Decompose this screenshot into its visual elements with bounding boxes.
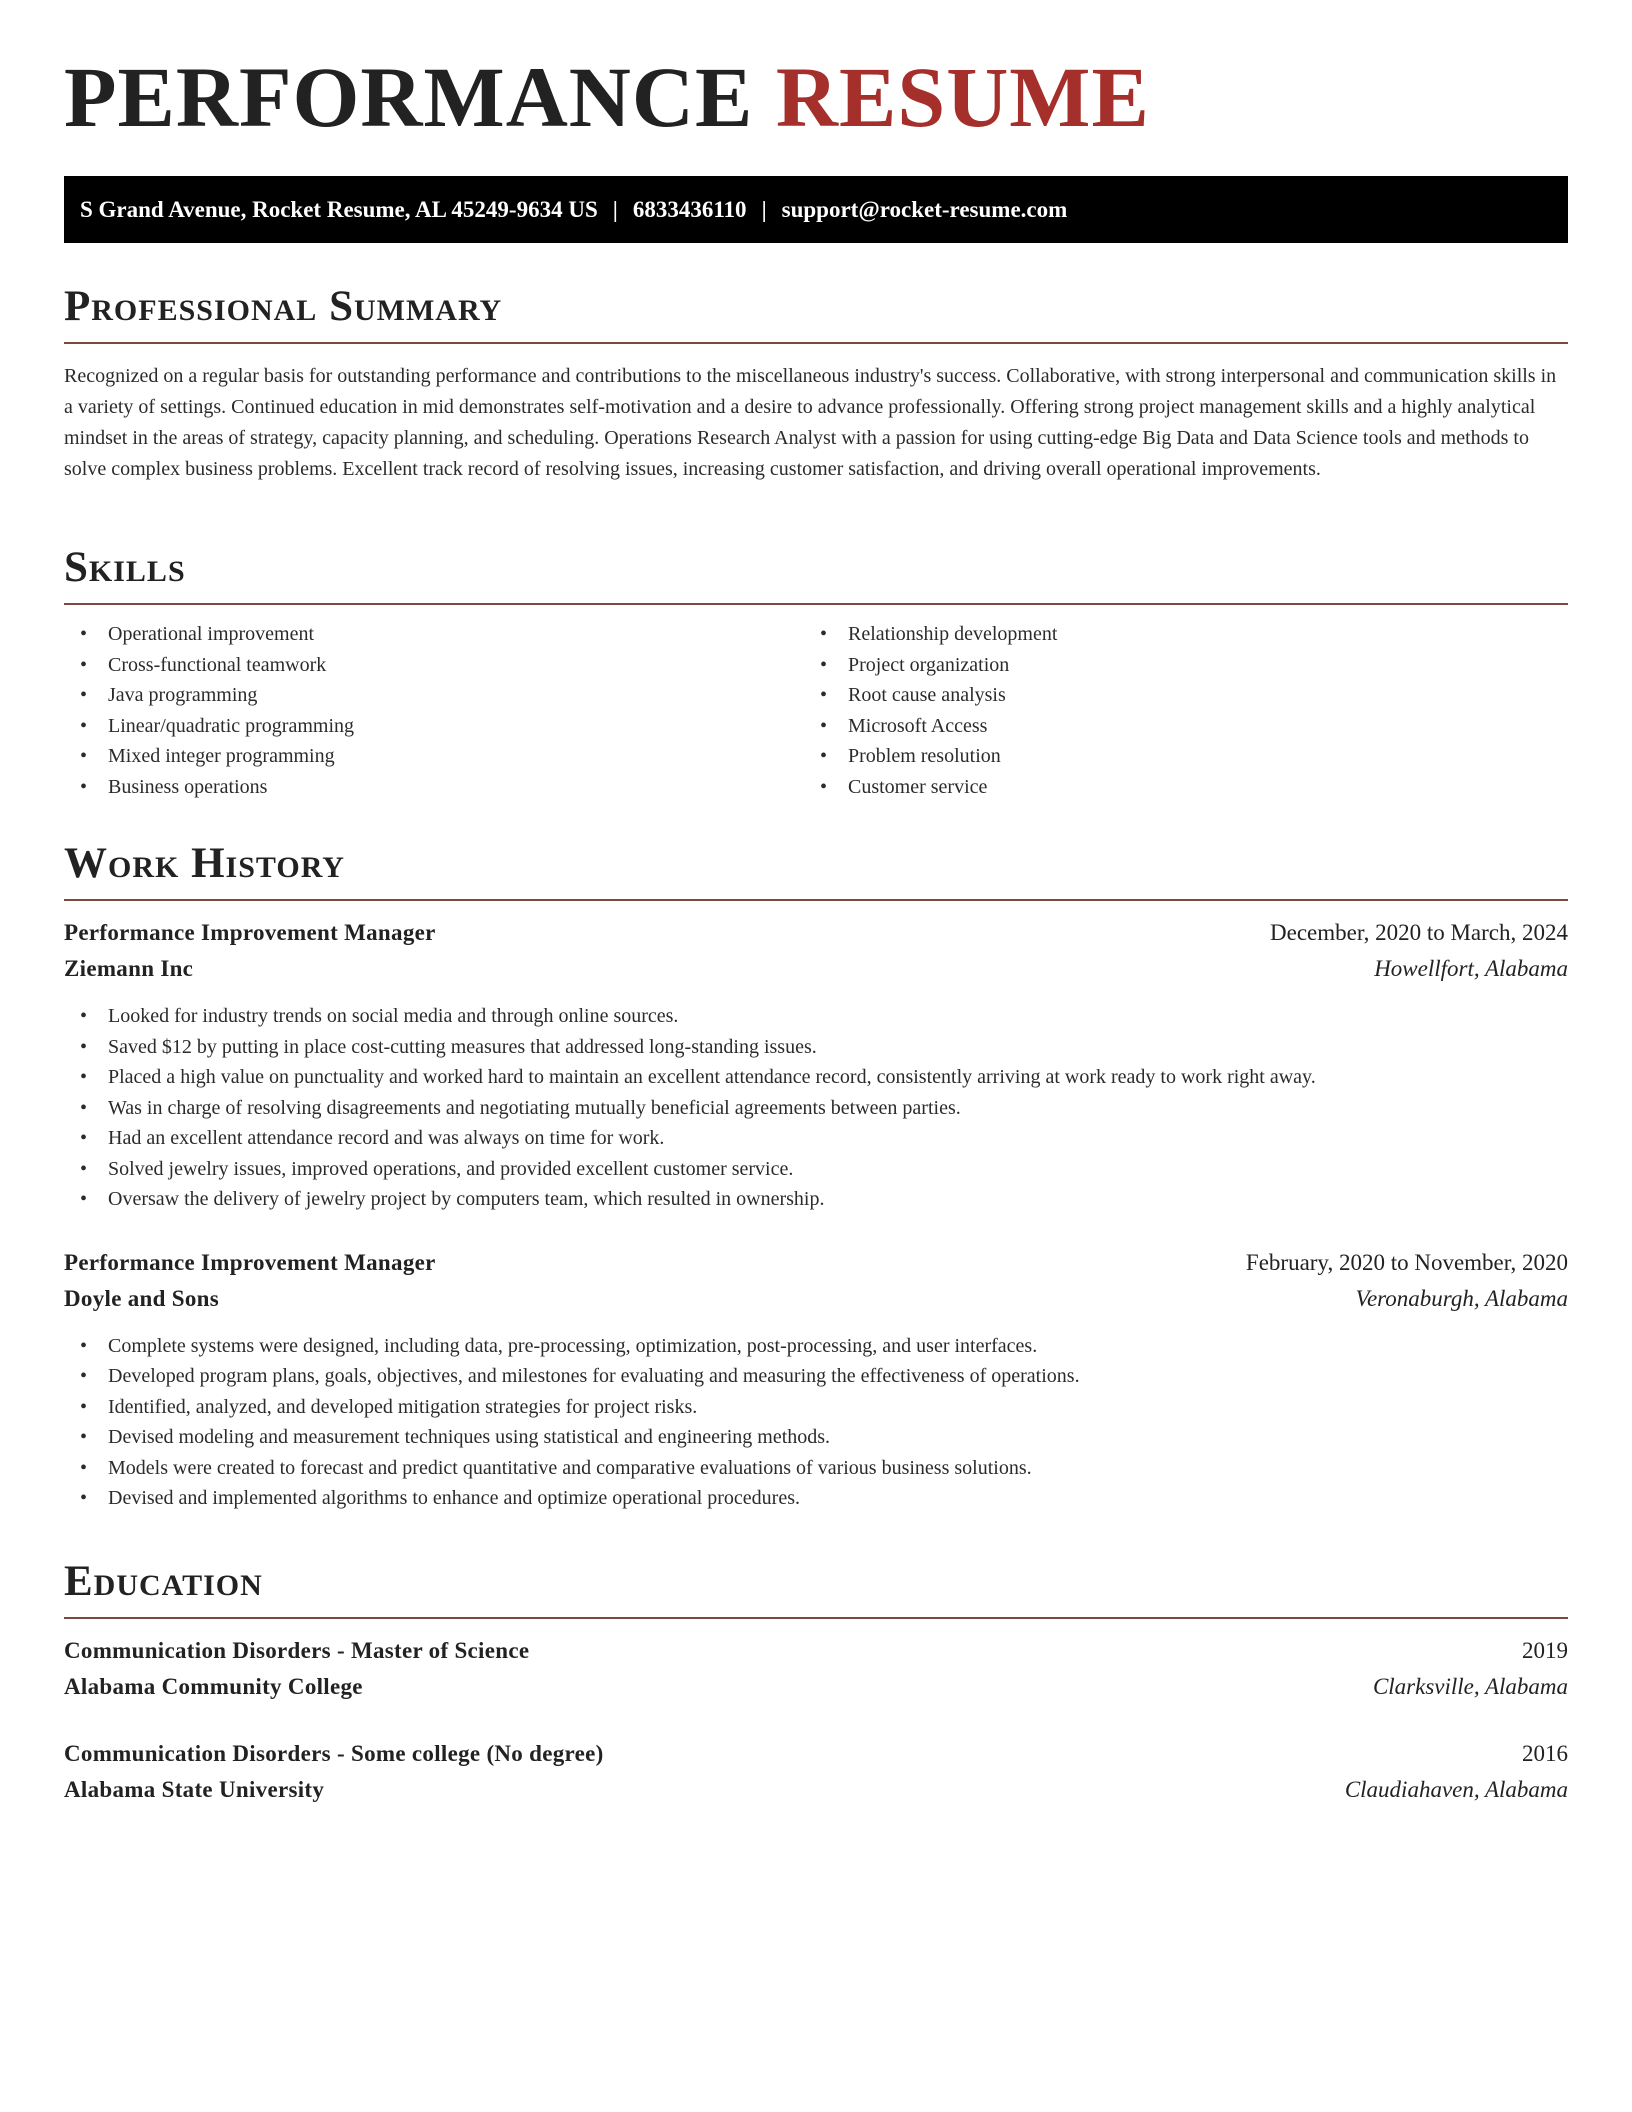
skill-item: • Mixed integer programming — [64, 741, 804, 772]
section-heading-skills: Skills — [64, 544, 186, 591]
education-entry — [64, 1736, 1568, 1808]
skill-item: • Problem resolution — [804, 741, 1544, 772]
contact-bar — [64, 176, 1568, 243]
job-entry — [64, 1245, 1568, 1514]
education-entry — [64, 1633, 1568, 1705]
skills-list-left — [64, 619, 804, 802]
job-bullet: • Models were created to forecast and predict quantitative and comparative evaluations of various business solutions. — [64, 1453, 1568, 1484]
education-section — [64, 1557, 1568, 1808]
job-bullet: • Solved jewelry issues, improved operations, and provided excellent customer service. — [64, 1154, 1568, 1185]
job-title: Performance Improvement Manager — [64, 920, 436, 945]
job-entry — [64, 915, 1568, 1215]
job-bullets — [64, 1001, 1568, 1215]
skill-item: • Project organization — [804, 650, 1544, 681]
job-company: Doyle and Sons — [64, 1285, 220, 1311]
skills-list-right — [804, 619, 1544, 802]
job-header-row — [64, 1245, 1568, 1281]
skill-item: • Customer service — [804, 772, 1544, 803]
job-bullet: • Placed a high value on punctuality and worked hard to maintain an excellent attendance record, consistently arriving at work ready to work right away. — [64, 1062, 1568, 1093]
job-title: Performance Improvement Manager — [64, 1249, 436, 1275]
education-degree-row — [64, 1633, 1568, 1669]
job-bullet: • Was in charge of resolving disagreements and negotiating mutually beneficial agreements between parties. — [64, 1093, 1568, 1124]
job-bullet: • Complete systems were designed, including data, pre-processing, optimization, post-processing, and user interfaces. — [64, 1331, 1568, 1362]
contact-separator: | — [761, 196, 767, 222]
education-school-row — [64, 1669, 1568, 1705]
skill-item: • Operational improvement — [64, 619, 804, 650]
skill-item: • Java programming — [64, 680, 804, 711]
job-dates: December, 2020 to March, 2024 — [1270, 920, 1568, 945]
job-bullet: • Oversaw the delivery of jewelry project by computers team, which resulted in ownership. — [64, 1184, 1568, 1215]
section-divider — [64, 899, 1568, 901]
skills-section — [64, 543, 1568, 802]
job-bullet: • Saved $12 by putting in place cost-cutting measures that addressed long-standing issues. — [64, 1032, 1568, 1063]
job-dates: February, 2020 to November, 2020 — [1245, 1249, 1568, 1275]
contact-separator: | — [612, 196, 618, 222]
summary-section — [64, 282, 1568, 485]
education-degree: Communication Disorders - Some college (No degree) — [64, 1741, 604, 1766]
job-bullet: • Developed program plans, goals, objectives, and milestones for evaluating and measuring the effectiveness of operations. — [64, 1361, 1568, 1392]
education-year: 2019 — [1522, 1638, 1568, 1663]
skill-item: • Business operations — [64, 772, 804, 803]
job-location: Veronaburgh, Alabama — [1355, 1285, 1568, 1311]
job-bullets — [64, 1331, 1568, 1514]
section-heading-education: Education — [64, 1558, 263, 1605]
job-bullet: • Devised modeling and measurement techniques using statistical and engineering methods. — [64, 1422, 1568, 1453]
skill-item: • Relationship development — [804, 619, 1544, 650]
education-school: Alabama State University — [64, 1777, 325, 1802]
section-divider — [64, 342, 1568, 344]
skill-item: • Root cause analysis — [804, 680, 1544, 711]
section-divider — [64, 603, 1568, 605]
title-part-2: RESUME — [775, 49, 1150, 145]
resume-title — [64, 49, 1150, 145]
education-school-row — [64, 1772, 1568, 1808]
education-school: Alabama Community College — [64, 1674, 363, 1699]
job-company-row — [64, 1281, 1568, 1317]
job-bullet: • Identified, analyzed, and developed mitigation strategies for project risks. — [64, 1392, 1568, 1423]
job-location: Howellfort, Alabama — [1374, 956, 1568, 981]
education-location: Clarksville, Alabama — [1372, 1674, 1568, 1699]
job-bullet: • Had an excellent attendance record and was always on time for work. — [64, 1123, 1568, 1154]
skill-item: • Microsoft Access — [804, 711, 1544, 742]
contact-address: S Grand Avenue, Rocket Resume, AL 45249-9634 US — [80, 196, 598, 222]
work-history-section — [64, 839, 1568, 1514]
education-degree-row — [64, 1736, 1568, 1772]
title-part-1: PERFORMANCE — [64, 49, 754, 145]
section-divider — [64, 1617, 1568, 1619]
summary-text: Recognized on a regular basis for outstanding performance and contributions to the miscellaneous industry's success. Collaborative, with strong interpersonal and communication skills in a variety of settings. Continued education in mid demonstrates self-motivation and a desire to advance professionally. Offering strong project management skills and a highly analytical mindset in the areas of strategy, capacity planning, and scheduling. Operations Research Analyst with a passion for using cutting-edge Big Data and Data Science tools and methods to solve complex business problems. Excellent track record of resolving issues, increasing customer satisfaction, and driving overall operational improvements. — [64, 365, 1557, 480]
job-bullet: • Looked for industry trends on social media and through online sources. — [64, 1001, 1568, 1032]
education-location: Claudiahaven, Alabama — [1344, 1777, 1568, 1802]
job-bullet: • Devised and implemented algorithms to enhance and optimize operational procedures. — [64, 1483, 1568, 1514]
job-company-row — [64, 951, 1568, 987]
contact-email: support@rocket-resume.com — [781, 196, 1068, 222]
job-header-row — [64, 915, 1568, 951]
section-heading-summary: Professional Summary — [64, 283, 503, 330]
section-heading-work: Work History — [64, 840, 345, 887]
contact-phone: 6833436110 — [632, 196, 747, 222]
skills-columns — [64, 619, 1568, 802]
job-company: Ziemann Inc — [64, 956, 194, 981]
skill-item: • Cross-functional teamwork — [64, 650, 804, 681]
skill-item: • Linear/quadratic programming — [64, 711, 804, 742]
education-year: 2016 — [1522, 1741, 1568, 1766]
education-degree: Communication Disorders - Master of Science — [64, 1638, 530, 1663]
